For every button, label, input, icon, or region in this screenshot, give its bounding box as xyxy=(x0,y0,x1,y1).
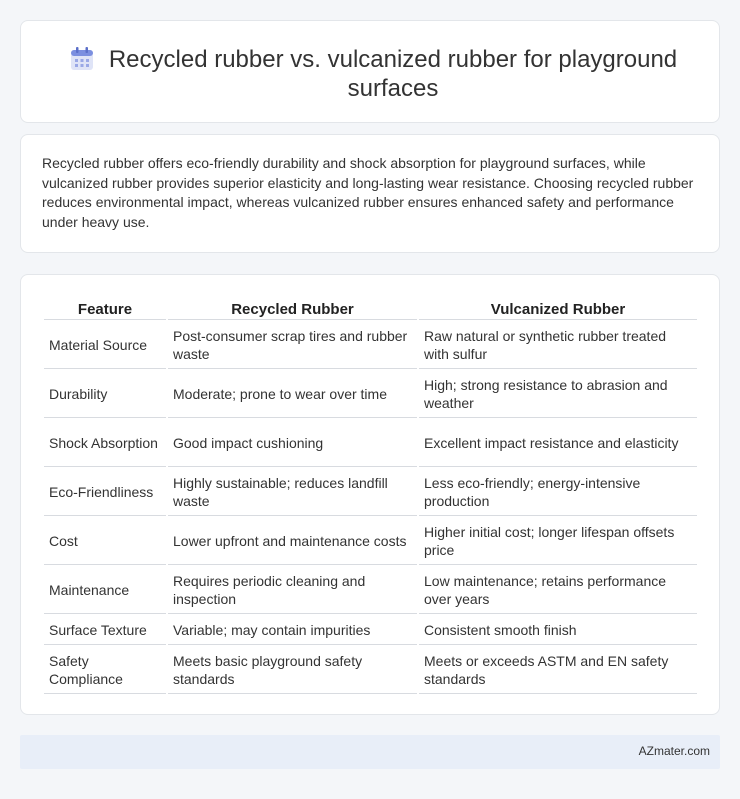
feature-cell: Cost xyxy=(44,518,166,565)
feature-cell: Maintenance xyxy=(44,567,166,614)
vulcanized-cell: Higher initial cost; longer lifespan offsets price xyxy=(419,518,697,565)
header-recycled: Recycled Rubber xyxy=(168,297,417,320)
summary-card xyxy=(20,134,720,253)
comparison-card xyxy=(20,274,720,715)
recycled-cell: Variable; may contain impurities xyxy=(168,616,417,645)
feature-cell: Eco-Friendliness xyxy=(44,469,166,516)
footer-brand: AZmater.com xyxy=(638,744,710,758)
footer xyxy=(20,735,720,769)
feature-cell: Material Source xyxy=(44,322,166,369)
vulcanized-cell: Low maintenance; retains performance over years xyxy=(419,567,697,614)
recycled-cell: Good impact cushioning xyxy=(168,420,417,467)
table-header-row xyxy=(44,297,697,320)
title-card xyxy=(20,20,720,123)
feature-cell: Shock Absorption xyxy=(44,420,166,467)
feature-cell: Durability xyxy=(44,371,166,418)
summary-text: Recycled rubber offers eco-friendly durability and shock absorption for playground surfaces, while vulcanized rubber provides superior elasticity and long-lasting wear resistance. Choosing recycled rubber reduces environmental impact, whereas vulcanized rubber ensures enhanced safety and performance under heavy use. xyxy=(42,155,694,230)
table-row xyxy=(44,322,697,369)
table-row xyxy=(44,371,697,418)
header-feature: Feature xyxy=(44,297,166,320)
table-row xyxy=(44,469,697,516)
table-row xyxy=(44,518,697,565)
recycled-cell: Highly sustainable; reduces landfill waste xyxy=(168,469,417,516)
recycled-cell: Meets basic playground safety standards xyxy=(168,647,417,694)
table-row xyxy=(44,420,697,467)
feature-cell: Surface Texture xyxy=(44,616,166,645)
vulcanized-cell: Raw natural or synthetic rubber treated with sulfur xyxy=(419,322,697,369)
recycled-cell: Post-consumer scrap tires and rubber waste xyxy=(168,322,417,369)
vulcanized-cell: Consistent smooth finish xyxy=(419,616,697,645)
table-row xyxy=(44,616,697,645)
feature-cell: Safety Compliance xyxy=(44,647,166,694)
recycled-cell: Requires periodic cleaning and inspection xyxy=(168,567,417,614)
vulcanized-cell: Meets or exceeds ASTM and EN safety standards xyxy=(419,647,697,694)
vulcanized-cell: Less eco-friendly; energy-intensive production xyxy=(419,469,697,516)
recycled-cell: Lower upfront and maintenance costs xyxy=(168,518,417,565)
recycled-cell: Moderate; prone to wear over time xyxy=(168,371,417,418)
table-row xyxy=(44,647,697,694)
table-row xyxy=(44,567,697,614)
header-vulcanized: Vulcanized Rubber xyxy=(419,297,697,320)
vulcanized-cell: High; strong resistance to abrasion and weather xyxy=(419,371,697,418)
comparison-table xyxy=(42,295,699,696)
vulcanized-cell: Excellent impact resistance and elasticity xyxy=(419,420,697,467)
page-title: Recycled rubber vs. vulcanized rubber for playground surfaces xyxy=(108,46,678,102)
